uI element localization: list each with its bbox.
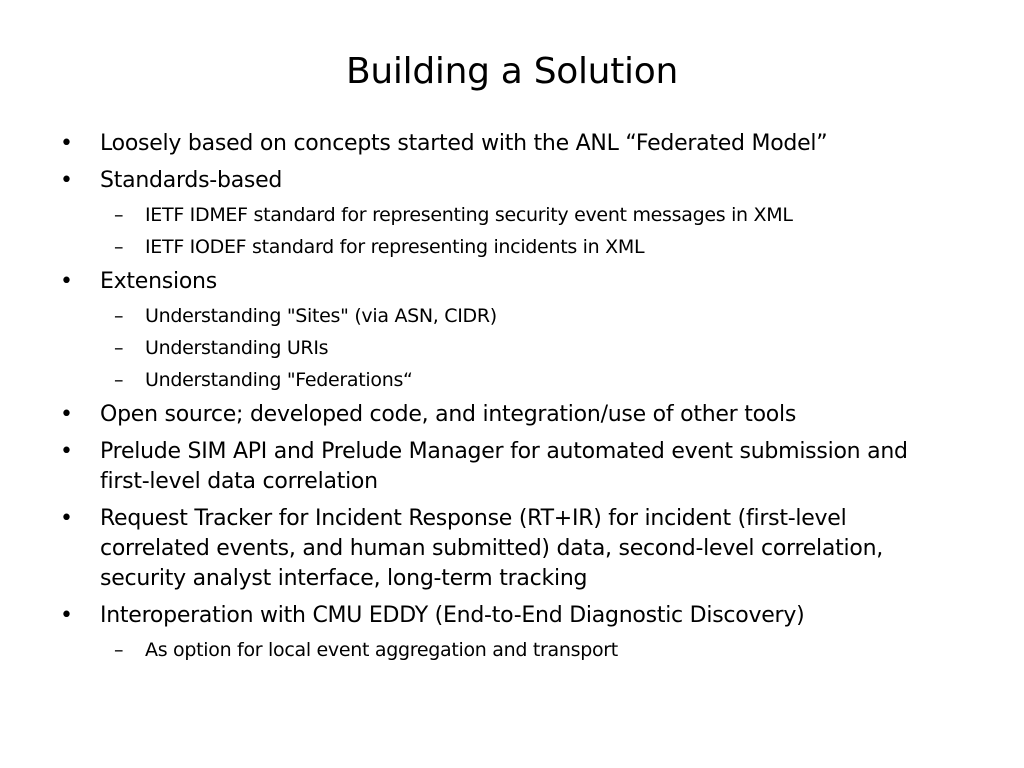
sub-bullet-item (114, 303, 960, 329)
sub-bullet-item (114, 335, 960, 361)
dash-icon: – (114, 369, 124, 391)
sub-bullet-item (114, 202, 960, 228)
bullet-text: Standards-based (100, 168, 283, 193)
bullet-item (60, 129, 960, 159)
dash-icon: – (114, 204, 124, 226)
slide-title: Building a Solution (346, 51, 678, 92)
bullet-dot-icon: • (60, 603, 73, 628)
bullet-dot-icon: • (60, 131, 73, 156)
bullet-text: Prelude SIM API and Prelude Manager for automated event submission and first-level data correlation (100, 439, 908, 494)
bullet-item (60, 400, 960, 430)
sub-bullet-text: IETF IDMEF standard for representing security event messages in XML (145, 204, 793, 226)
bullet-text: Extensions (100, 269, 217, 294)
bullet-item (60, 166, 960, 196)
bullet-item (60, 267, 960, 297)
bullet-item (60, 504, 960, 594)
bullet-text: Request Tracker for Incident Response (RT+IR) for incident (first-level correlated events, and human submitted) data, second-level correlation, security analyst interface, long-term tracking (100, 506, 884, 591)
sub-bullet-text: Understanding URIs (145, 337, 329, 359)
bullet-text: Interoperation with CMU EDDY (End-to-End Diagnostic Discovery) (100, 603, 805, 628)
sub-bullet-item (114, 367, 960, 393)
sub-bullet-text: Understanding "Sites" (via ASN, CIDR) (145, 305, 497, 327)
bullet-text: Open source; developed code, and integration/use of other tools (100, 402, 797, 427)
dash-icon: – (114, 639, 124, 661)
bullet-dot-icon: • (60, 506, 73, 531)
sub-bullet-text: IETF IODEF standard for representing incidents in XML (145, 236, 645, 258)
bullet-text: Loosely based on concepts started with the ANL “Federated Model” (100, 131, 828, 156)
dash-icon: – (114, 236, 124, 258)
sub-bullet-text: As option for local event aggregation and transport (145, 639, 618, 661)
sub-bullet-item (114, 234, 960, 260)
bullet-item (60, 601, 960, 631)
bullet-item (60, 437, 960, 497)
bullet-dot-icon: • (60, 439, 73, 464)
sub-bullet-text: Understanding "Federations“ (145, 369, 413, 391)
bullet-dot-icon: • (60, 269, 73, 294)
bullet-list (60, 129, 960, 663)
bullet-dot-icon: • (60, 168, 73, 193)
bullet-dot-icon: • (60, 402, 73, 427)
dash-icon: – (114, 305, 124, 327)
sub-bullet-item (114, 637, 960, 663)
dash-icon: – (114, 337, 124, 359)
